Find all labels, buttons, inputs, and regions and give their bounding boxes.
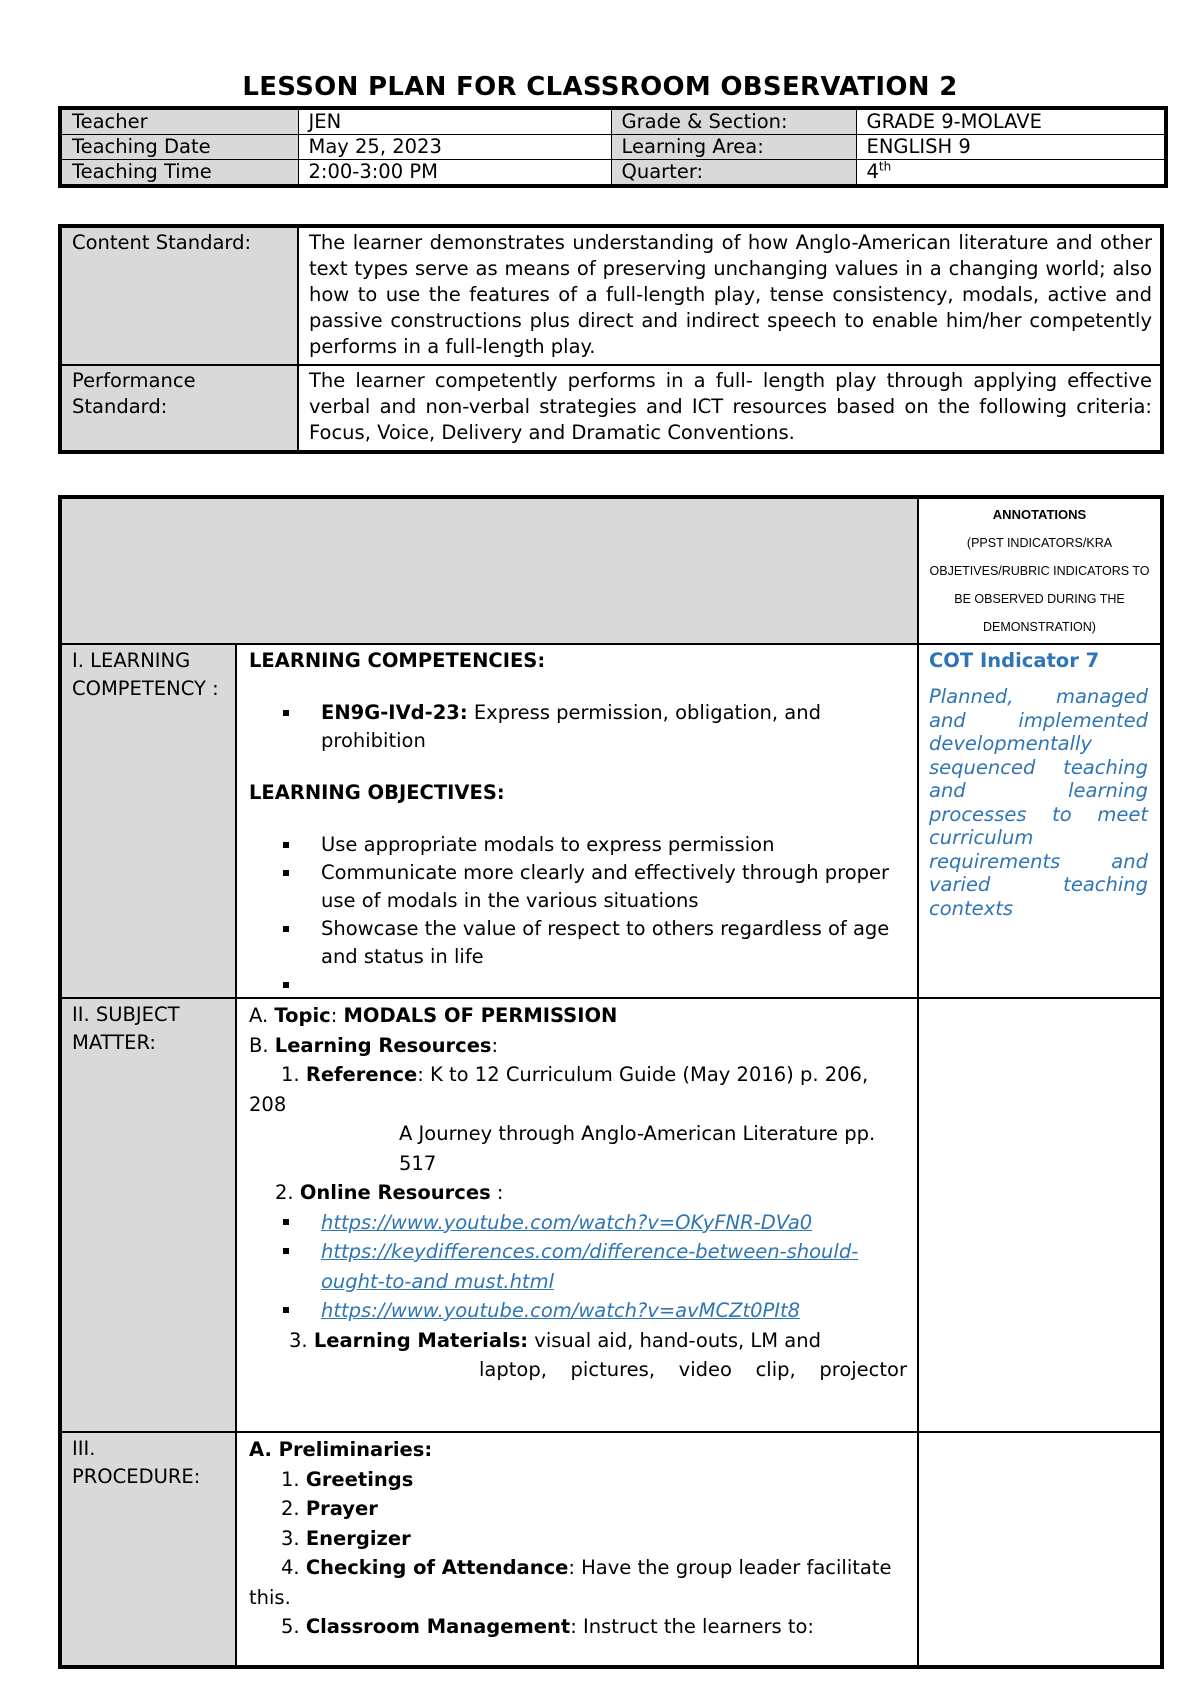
list-item: [321, 971, 907, 995]
item-number: 2.: [281, 1497, 306, 1520]
resources-prefix: B.: [249, 1033, 275, 1057]
subject-cell: [236, 998, 918, 1432]
date-value: May 25, 2023: [298, 135, 611, 160]
teacher-info-table: [58, 106, 1168, 188]
competency-label: I. LEARNING COMPETENCY :: [60, 644, 236, 998]
content-standard-label: Content Standard:: [60, 226, 298, 365]
competency-cell: [236, 644, 918, 998]
materials-label: Learning Materials:: [313, 1328, 529, 1352]
reference-line-2: A Journey through Anglo-American Literature pp. 517: [399, 1122, 876, 1175]
list-item: Use appropriate modals to express permission: [321, 831, 907, 859]
quarter-suffix: th: [878, 159, 892, 174]
prayer-label: Prayer: [305, 1497, 378, 1520]
online-prefix: 2.: [275, 1181, 300, 1204]
annotations-subtitle: (PPST INDICATORS/KRA OBJETIVES/RUBRIC INDICATORS TO BE OBSERVED DURING THE DEMONSTRATION): [929, 536, 1150, 634]
time-label: Teaching Time: [60, 160, 298, 187]
preliminaries-heading: A. Preliminaries:: [249, 1438, 433, 1461]
list-item: Communicate more clearly and effectively through proper use of modals in the various situations: [321, 859, 907, 915]
area-value: ENGLISH 9: [856, 135, 1166, 160]
online-suffix: :: [490, 1181, 504, 1204]
prayer-line: [249, 1494, 907, 1524]
quarter-label: Quarter:: [611, 160, 856, 187]
materials-line-2: [249, 1355, 907, 1385]
management-label: Classroom Management: [305, 1615, 571, 1638]
procedure-label: III. PROCEDURE:: [60, 1432, 236, 1667]
date-label: Teaching Date: [60, 135, 298, 160]
competencies-list: [249, 699, 907, 755]
performance-standard-text: The learner competently performs in a full- length play through applying effective verbal and non-verbal strategies and ICT resources based on the following criteria: Focus, Voice, Delivery and Dramatic Conventions.: [298, 365, 1162, 452]
materials-text-2: laptop, pictures, video clip, projector: [479, 1358, 907, 1381]
resources-suffix: :: [491, 1033, 499, 1057]
item-number: 5.: [281, 1615, 306, 1638]
youtube-link-1[interactable]: https://www.youtube.com/watch?v=OKyFNR-DVa0: [321, 1210, 813, 1234]
resources-label: Learning Resources: [274, 1033, 492, 1057]
lesson-plan-table: [58, 495, 1164, 1669]
quarter-number: 4: [866, 160, 879, 183]
materials-line: [249, 1326, 907, 1356]
competency-text: Express permission, obligation, and prohibition: [321, 701, 821, 752]
teacher-value: JEN: [298, 108, 611, 135]
ref-prefix: 1.: [281, 1063, 306, 1086]
attendance-text: : Have the group leader facilitate this.: [249, 1556, 892, 1609]
reference-line: [249, 1060, 907, 1119]
management-text: : Instruct the learners to:: [570, 1615, 814, 1638]
competencies-heading: LEARNING COMPETENCIES:: [249, 649, 546, 672]
youtube-link-2[interactable]: https://www.youtube.com/watch?v=avMCZt0PIt8: [321, 1299, 801, 1322]
ref-text: : K to 12 Curriculum Guide (May 2016) p. 206, 208: [249, 1063, 869, 1116]
topic-prefix: A.: [249, 1004, 275, 1027]
item-number: 1.: [281, 1467, 306, 1491]
energizer-label: Energizer: [305, 1526, 411, 1550]
online-line: [249, 1178, 907, 1208]
list-item: [321, 1296, 907, 1326]
attendance-label: Checking of Attendance: [305, 1556, 569, 1579]
topic-sep: :: [330, 1004, 344, 1027]
content-standard-text: The learner demonstrates understanding of how Anglo-American literature and other text types serve as means of preserving unchanging values in a changing world; also how to use the features of a full-length play, tense consistency, modals, active and passive constructions plus direct and indirect speech to enable him/her competently performs in a full-length play.: [298, 226, 1162, 365]
cot-annotation: [918, 644, 1162, 998]
management-line: [249, 1612, 907, 1642]
annotations-title: ANNOTATIONS: [992, 507, 1087, 522]
grade-value: GRADE 9-MOLAVE: [856, 108, 1166, 135]
resources-line: [249, 1031, 907, 1061]
procedure-annotation-cell: [918, 1432, 1162, 1667]
topic-line: [249, 1001, 907, 1031]
procedure-cell: [236, 1432, 918, 1667]
online-links: [249, 1208, 907, 1326]
objectives-heading: LEARNING OBJECTIVES:: [249, 781, 505, 804]
cot-title: COT Indicator 7: [929, 649, 1100, 672]
area-label: Learning Area:: [611, 135, 856, 160]
annotations-header: [918, 497, 1162, 644]
item-number: 4.: [281, 1556, 306, 1579]
time-value: 2:00-3:00 PM: [298, 160, 611, 187]
greetings-line: [249, 1465, 907, 1495]
materials-prefix: 3.: [289, 1328, 314, 1352]
keydifferences-link[interactable]: https://keydifferences.com/difference-between-should-ought-to-and must.html: [321, 1240, 859, 1293]
header-blank-cell: [60, 497, 918, 644]
grade-label: Grade & Section:: [611, 108, 856, 135]
list-item: [321, 1208, 907, 1238]
online-label: Online Resources: [299, 1181, 491, 1204]
page-title: LESSON PLAN FOR CLASSROOM OBSERVATION 2: [242, 72, 958, 102]
subject-annotation-cell: [918, 998, 1162, 1432]
list-item: [321, 1237, 907, 1296]
subject-label: II. SUBJECT MATTER:: [60, 998, 236, 1432]
attendance-line: [249, 1553, 907, 1612]
energizer-line: [249, 1524, 907, 1554]
ref-label: Reference: [305, 1063, 418, 1086]
greetings-label: Greetings: [305, 1467, 414, 1491]
materials-text: visual aid, hand-outs, LM and: [528, 1328, 821, 1352]
objectives-list: [249, 831, 907, 995]
topic-label: Topic: [274, 1004, 331, 1027]
quarter-value: [856, 160, 1166, 187]
item-number: 3.: [281, 1526, 306, 1550]
teacher-label: Teacher: [60, 108, 298, 135]
performance-standard-label: Performance Standard:: [60, 365, 298, 452]
list-item: [321, 699, 907, 755]
standards-table: [58, 224, 1164, 454]
topic-value: MODALS OF PERMISSION: [343, 1004, 618, 1027]
list-item: Showcase the value of respect to others regardless of age and status in life: [321, 915, 907, 971]
competency-code: EN9G-IVd-23:: [321, 701, 468, 724]
cot-description: Planned, managed and implemented developmentally sequenced teaching and learning processes to meet curriculum requirements and varied teaching contexts: [929, 685, 1148, 920]
